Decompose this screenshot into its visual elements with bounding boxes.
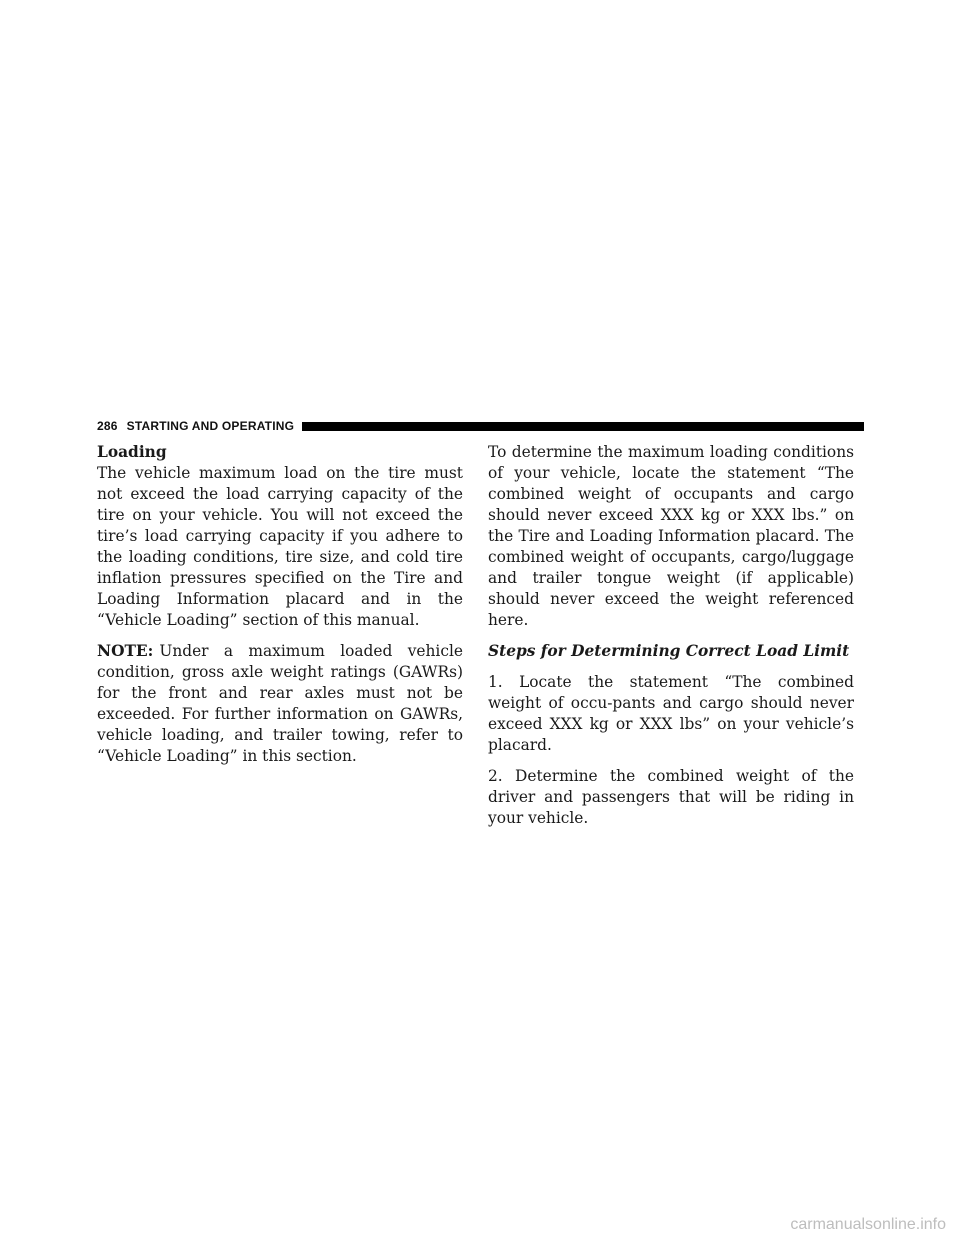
- step-2: 2. Determine the combined weight of the driver and passengers that will be riding in your vehicle.: [488, 767, 854, 827]
- note-label: NOTE:: [97, 642, 154, 660]
- step-1: 1. Locate the statement “The combined weight of occu-pants and cargo should never exceed XXX kg or XXX lbs” on your vehicle’s placard.: [488, 673, 854, 754]
- right-column: [488, 442, 854, 839]
- page-number: 286: [97, 419, 118, 433]
- section-title: STARTING AND OPERATING: [126, 419, 295, 433]
- note-text: Under a maximum loaded vehicle condition, gross axle weight ratings (GAWRs) for the front and rear axles must not be exceeded. For further information on GAWRs, vehicle loading, and trailer towing, refer to “Vehicle Loading” in this section.: [97, 642, 463, 765]
- page-header: [97, 418, 864, 434]
- max-loading-paragraph: To determine the maximum loading conditions of your vehicle, locate the statement “The combined weight of occupants and cargo should never exceed XXX kg or XXX lbs.” on the Tire and Loading Information placard. The combined weight of occupants, cargo/luggage and trailer tongue weight (if applicable) should never exceed the weight referenced here.: [488, 443, 854, 629]
- header-rule: [302, 422, 864, 431]
- left-column: [97, 442, 463, 777]
- loading-paragraph: The vehicle maximum load on the tire must not exceed the load carrying capacity of the tire on your vehicle. You will not exceed the tire’s load carrying capacity if you adhere to the loading conditions, tire size, and cold tire inflation pressures specified on the Tire and Loading Information placard and in the “Vehicle Loading” section of this manual.: [97, 464, 463, 629]
- note-paragraph: [97, 641, 463, 767]
- steps-subheading: Steps for Determining Correct Load Limit: [488, 642, 850, 660]
- section-heading-loading: Loading: [97, 443, 167, 461]
- watermark: carmanualsonline.info: [790, 1216, 946, 1233]
